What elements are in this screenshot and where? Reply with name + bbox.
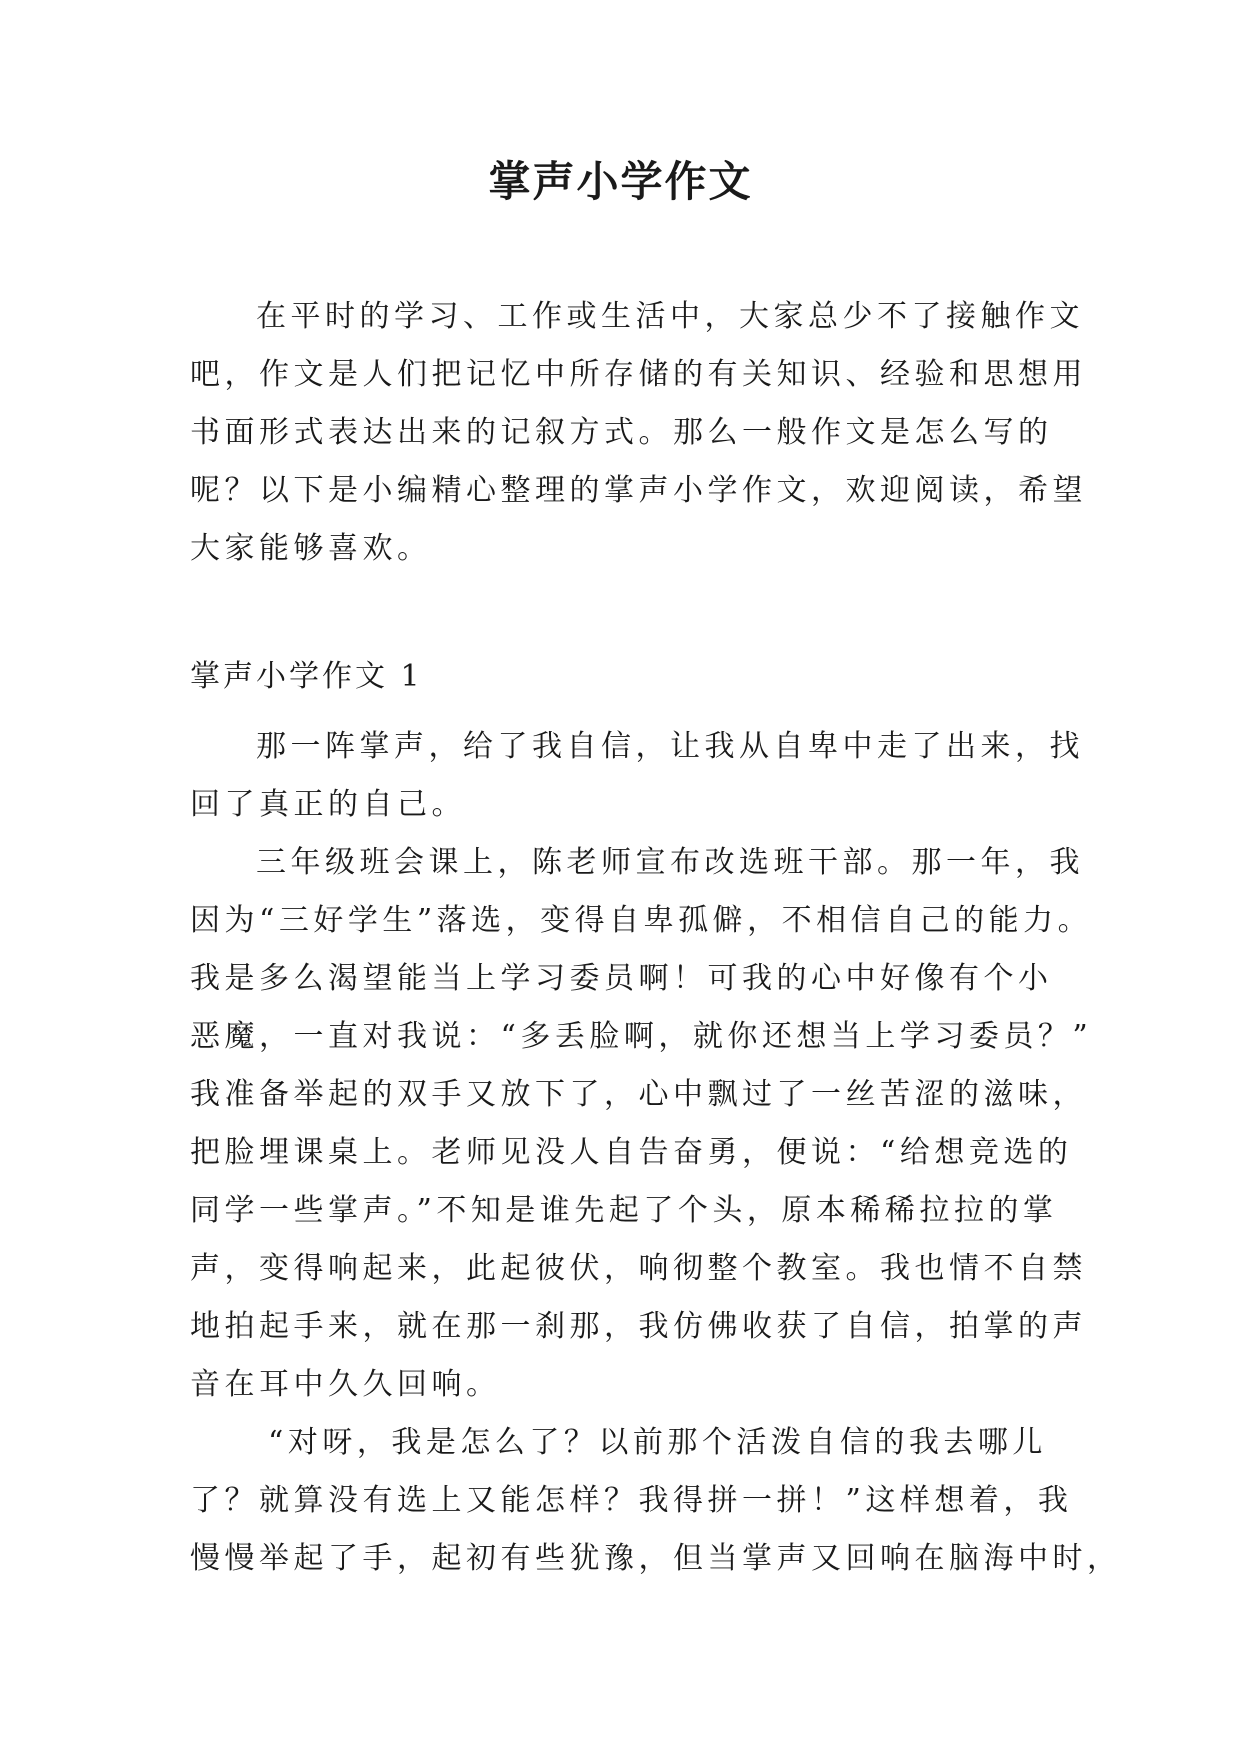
section-heading: 掌声小学作文 1: [190, 659, 423, 694]
document-title: 掌声小学作文: [488, 157, 753, 206]
text-line: 大家能够喜欢。: [190, 531, 432, 566]
text-line: 呢？以下是小编精心整理的掌声小学作文，欢迎阅读，希望: [190, 473, 1087, 508]
text-line: 因为“三好学生”落选，变得自卑孤僻，不相信自己的能力。: [190, 903, 1093, 938]
text-line: 那一阵掌声，给了我自信，让我从自卑中走了出来，找: [256, 729, 1084, 764]
text-line: 同学一些掌声。”不知是谁先起了个头，原本稀稀拉拉的掌: [190, 1193, 1058, 1228]
text-line: 吧，作文是人们把记忆中所存储的有关知识、经验和思想用: [190, 357, 1087, 392]
text-line: 音在耳中久久回响。: [190, 1367, 501, 1402]
text-line: 了？就算没有选上又能怎样？我得拼一拼！”这样想着，我: [190, 1483, 1073, 1518]
text-line: 回了真正的自己。: [190, 787, 466, 822]
text-line: 书面形式表达出来的记叙方式。那么一般作文是怎么写的: [190, 415, 1053, 450]
text-line: 我是多么渴望能当上学习委员啊！可我的心中好像有个小: [190, 961, 1053, 996]
paragraph-3: [190, 1414, 1122, 1588]
text-line: 慢慢举起了手，起初有些犹豫，但当掌声又回响在脑海中时，: [190, 1541, 1122, 1576]
document-body: [190, 288, 1122, 1588]
paragraph-2: [190, 834, 1093, 1414]
text-line: 把脸埋课桌上。老师见没人自告奋勇，便说：“给想竞选的: [190, 1135, 1073, 1170]
intro-paragraph: [190, 288, 1087, 578]
text-line: 在平时的学习、工作或生活中，大家总少不了接触作文: [256, 299, 1084, 334]
text-line: “对呀，我是怎么了？以前那个活泼自信的我去哪儿: [268, 1425, 1047, 1460]
text-line: 三年级班会课上，陈老师宣布改选班干部。那一年，我: [256, 845, 1084, 880]
spacer: [190, 578, 1050, 648]
paragraph-1: [190, 718, 1084, 834]
text-line: 恶魔，一直对我说：“多丢脸啊，就你还想当上学习委员？”: [190, 1019, 1093, 1054]
text-line: 声，变得响起来，此起彼伏，响彻整个教室。我也情不自禁: [190, 1251, 1087, 1286]
text-line: 地拍起手来，就在那一刹那，我仿佛收获了自信，拍掌的声: [190, 1309, 1087, 1344]
text-line: 我准备举起的双手又放下了，心中飘过了一丝苦涩的滋味，: [190, 1077, 1087, 1112]
